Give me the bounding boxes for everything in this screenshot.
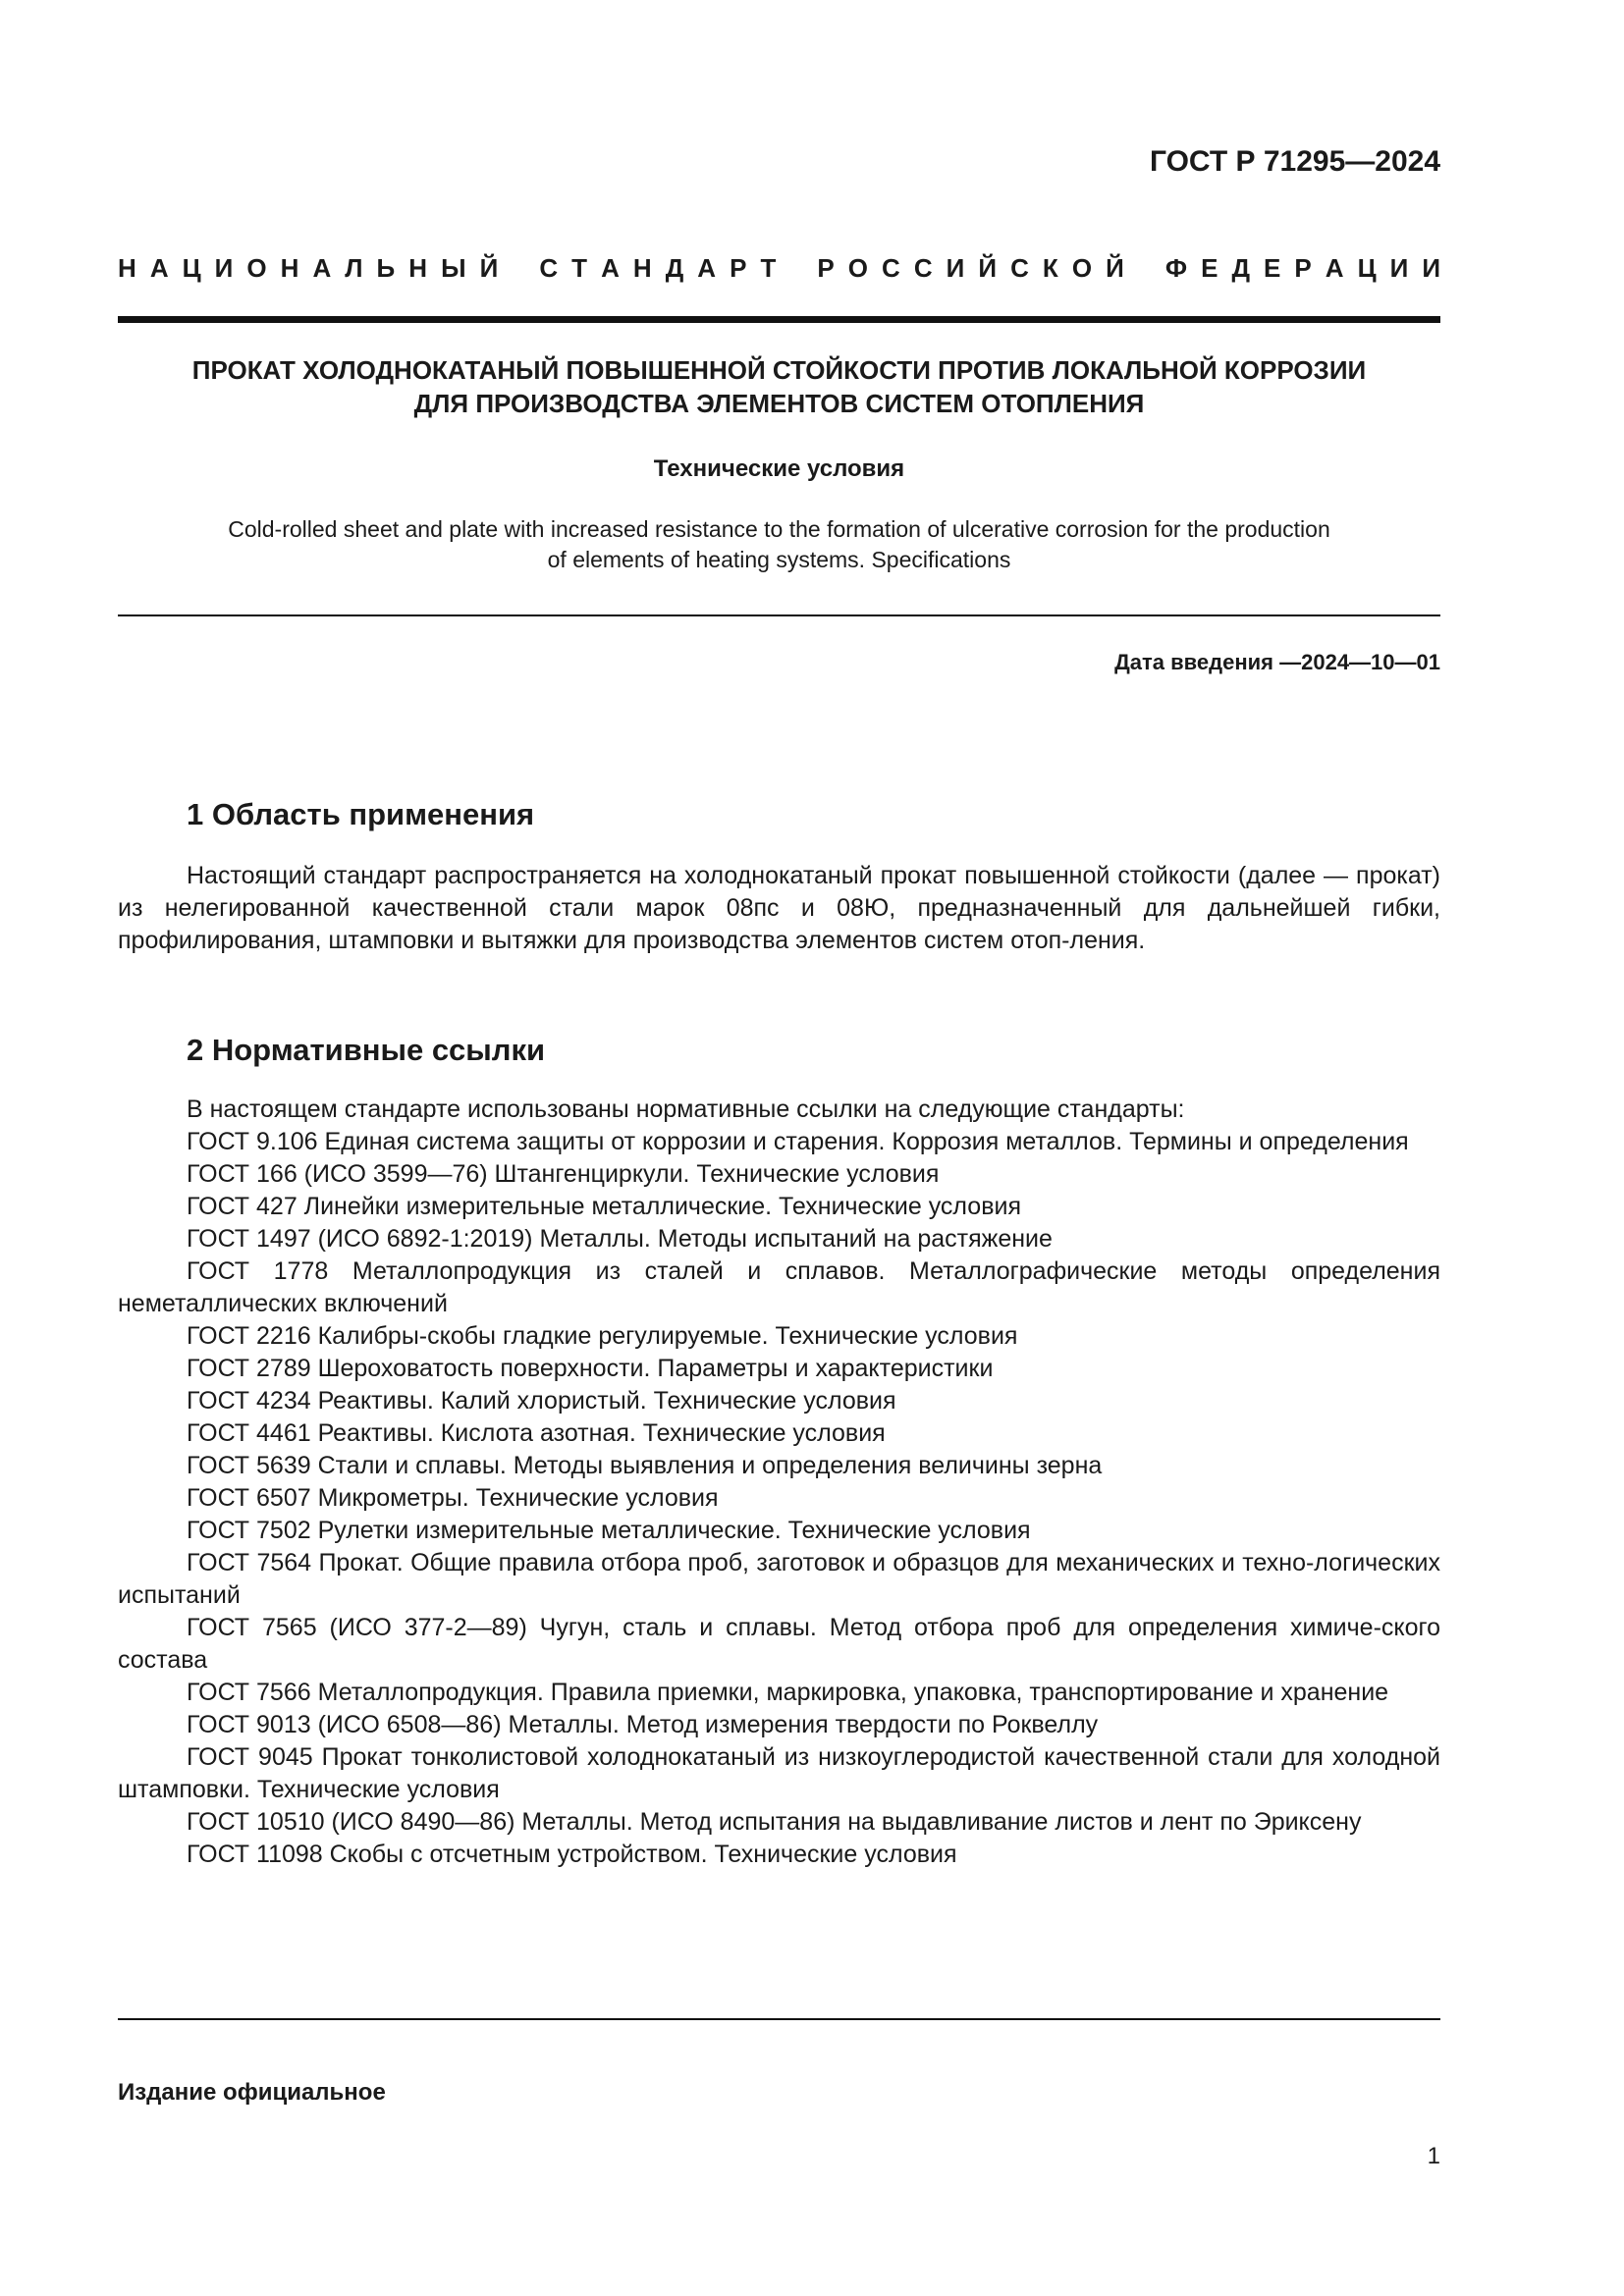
national-heading-letter: Т [571,253,588,283]
national-heading-letter: О [847,253,868,283]
national-heading-letter: Ы [441,253,466,283]
national-heading-letter: Н [118,253,136,283]
national-heading-letter: А [601,253,620,283]
reference-item: ГОСТ 6507 Микрометры. Технические условия [187,1484,719,1512]
national-heading-letter: К [1042,253,1058,283]
reference-item: ГОСТ 10510 (ИСО 8490—86) Металлы. Метод испытания на выдавливание листов и лент по Эриксену [187,1808,1362,1836]
national-heading-letter: Т [760,253,777,283]
national-heading-letter: А [149,253,169,283]
national-heading-letter: И [214,253,234,283]
national-heading-space [512,253,525,284]
national-heading-letter: Л [345,253,363,283]
national-heading-letter: С [913,253,933,283]
section-1-body [118,860,1440,957]
national-heading-letter: А [697,253,717,283]
reference-item: ГОСТ 11098 Скобы с отсчетным устройством. Технические условия [187,1841,957,1868]
english-title [118,514,1440,575]
national-heading-letter: Р [1294,253,1312,283]
reference-item: ГОСТ 4234 Реактивы. Калий хлористый. Технические условия [187,1387,896,1415]
document-subtitle: Технические условия [653,455,905,482]
reference-item: ГОСТ 4461 Реактивы. Кислота азотная. Технические условия [187,1419,886,1447]
section-2-intro: В настоящем стандарте использованы нормативные ссылки на следующие стандарты: [187,1095,1185,1123]
national-heading-letter: Е [1264,253,1281,283]
reference-item: ГОСТ 1778 Металлопродукция из сталей и сплавов. Металлографические методы определения неметаллических включений [118,1257,1440,1317]
national-heading-letter: Ц [182,253,201,283]
reference-item: ГОСТ 5639 Стали и сплавы. Методы выявления и определения величины зерна [187,1452,1103,1479]
national-heading-letter: С [882,253,900,283]
top-divider [118,316,1440,323]
national-heading-letter: Й [479,253,499,283]
national-heading-letter: Й [1106,253,1124,283]
title-line-2: ДЛЯ ПРОИЗВОДСТВА ЭЛЕМЕНТОВ СИСТЕМ ОТОПЛЕНИЯ [413,389,1145,418]
reference-item: ГОСТ 2789 Шероховатость поверхности. Параметры и характеристики [187,1355,994,1382]
national-heading-letter: Н [632,253,652,283]
national-heading-letter: Р [730,253,747,283]
national-heading-space [789,253,803,284]
reference-item: ГОСТ 9.106 Единая система защиты от коррозии и старения. Коррозия металлов. Термины и определения [187,1128,1409,1155]
national-heading-letter: И [946,253,965,283]
national-standard-heading [118,253,1440,284]
national-heading-letter: Й [978,253,998,283]
reference-item: ГОСТ 9013 (ИСО 6508—86) Металлы. Метод измерения твердости по Роквеллу [187,1711,1099,1738]
national-heading-letter: И [1422,253,1440,283]
english-title-line-2: of elements of heating systems. Specifications [547,547,1011,572]
reference-item: ГОСТ 1497 (ИСО 6892-1:2019) Металлы. Методы испытаний на растяжение [187,1225,1053,1253]
title-divider [118,614,1440,616]
reference-item: ГОСТ 7565 (ИСО 377-2—89) Чугун, сталь и сплавы. Метод отбора проб для определения химиче-ского состава [118,1614,1440,1674]
national-heading-letter: Д [1231,253,1250,283]
national-heading-letter: О [1071,253,1093,283]
national-heading-letter: Е [1201,253,1218,283]
reference-item: ГОСТ 166 (ИСО 3599—76) Штангенциркули. Технические условия [187,1160,940,1188]
title-line-1: ПРОКАТ ХОЛОДНОКАТАНЫЙ ПОВЫШЕННОЙ СТОЙКОСТИ ПРОТИВ ЛОКАЛЬНОЙ КОРРОЗИИ [191,355,1367,385]
section-2-heading: 2 Нормативные ссылки [187,1033,546,1067]
national-heading-letter: А [1325,253,1344,283]
introduction-date: Дата введения —2024—10—01 [1114,650,1440,674]
national-heading-letter: Н [280,253,299,283]
national-heading-letter: И [1389,253,1409,283]
reference-list [118,1126,1440,1871]
national-heading-letter: Ц [1357,253,1377,283]
reference-item: ГОСТ 7566 Металлопродукция. Правила приемки, маркировка, упаковка, транспортирование и хранение [187,1679,1389,1706]
section-1-heading: 1 Область применения [187,797,535,831]
section-1-paragraph: Настоящий стандарт распространяется на холоднокатаный прокат повышенной стойкости (далее — прокат) из нелегированной качественной стали марок 08пс и 08Ю, предназначенный для дальнейшей гибки, профилирования, штамповки и вытяжки для производства элементов систем отоп-ления. [118,862,1440,954]
reference-item: ГОСТ 427 Линейки измерительные металлические. Технические условия [187,1193,1021,1220]
national-heading-letter: Ь [376,253,396,283]
edition-label: Издание официальное [118,2079,386,2106]
footer-divider [118,2018,1440,2020]
document-title [118,353,1440,420]
page-number: 1 [1427,2143,1440,2169]
reference-item: ГОСТ 9045 Прокат тонколистовой холоднокатаный из низкоуглеродистой качественной стали для холодной штамповки. Технические условия [118,1743,1440,1803]
national-heading-letter: О [246,253,267,283]
national-heading-letter: А [312,253,332,283]
reference-item: ГОСТ 7502 Рулетки измерительные металлические. Технические условия [187,1517,1031,1544]
standard-code: ГОСТ Р 71295—2024 [1149,145,1440,178]
section-2-body [118,1094,1440,1871]
national-heading-letter: Н [408,253,428,283]
english-title-line-1: Cold-rolled sheet and plate with increased resistance to the formation of ulcerative corrosion for the production [228,516,1330,542]
national-heading-space [1138,253,1152,284]
national-heading-letter: Ф [1164,253,1188,283]
reference-item: ГОСТ 7564 Прокат. Общие правила отбора проб, заготовок и образцов для механических и техно-логических испытаний [118,1549,1440,1609]
national-heading-letter: С [1010,253,1029,283]
reference-item: ГОСТ 2216 Калибры-скобы гладкие регулируемые. Технические условия [187,1322,1018,1350]
national-heading-letter: Д [665,253,684,283]
national-heading-letter: Р [817,253,835,283]
national-heading-letter: С [539,253,559,283]
